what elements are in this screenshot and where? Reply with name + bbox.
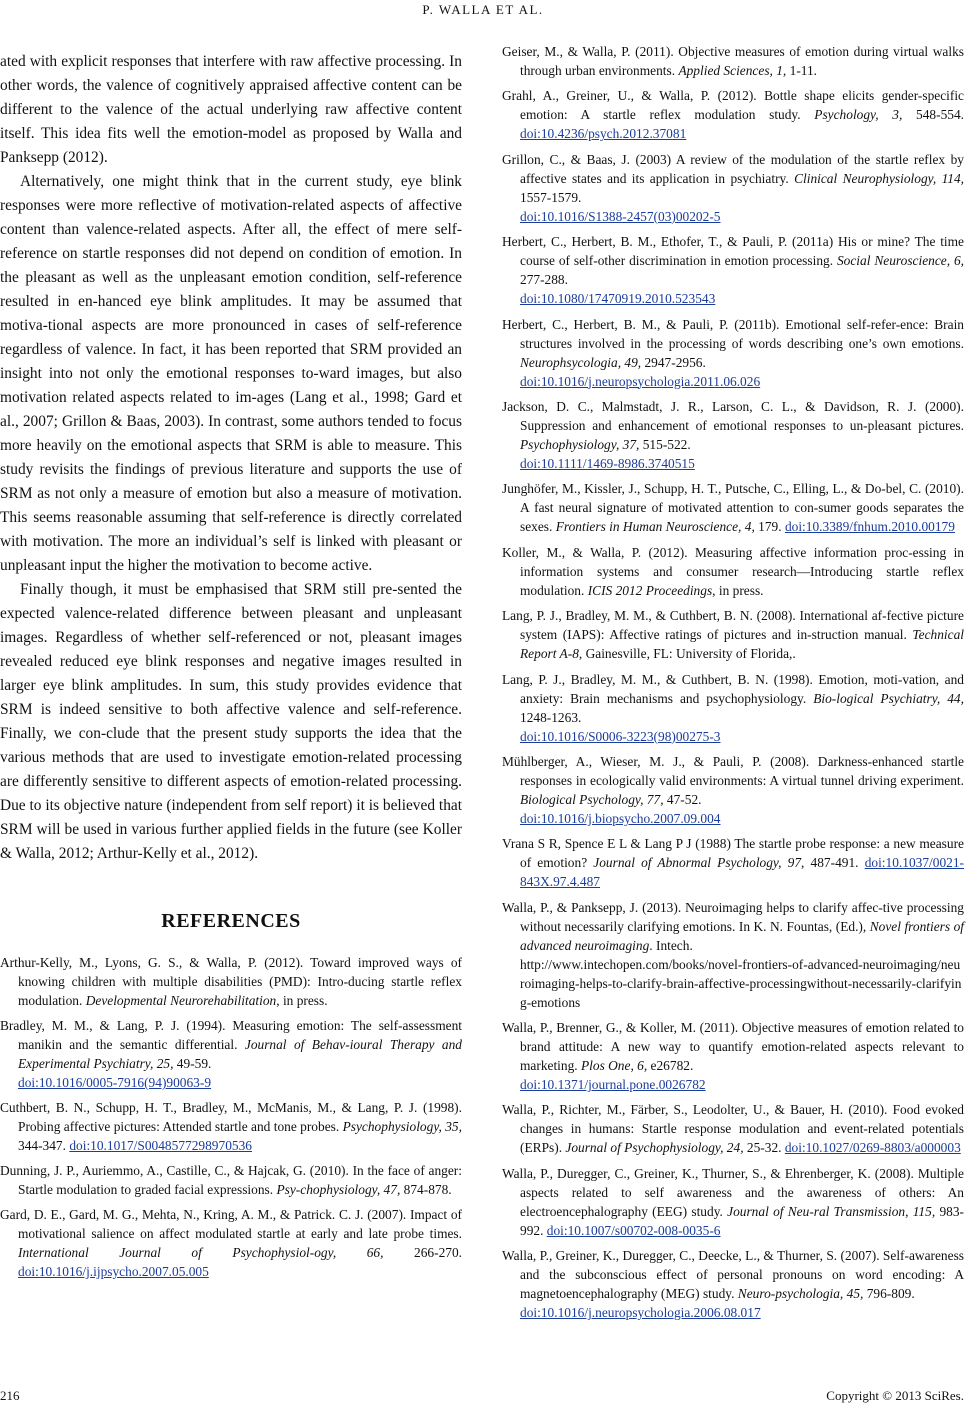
reference-entry: [502, 150, 964, 226]
reference-authors: Bradley, M. M., & Lang, P. J. (1994). Measuring emotion: The self-assessment manikin and the semantic differential.: [0, 1018, 462, 1052]
reference-authors: Lang, P. J., Bradley, M. M., & Cuthbert, B. N. (1998). Emotion, moti-vation, and anxiety: Brain mechanisms and psychophysiology.: [502, 671, 964, 706]
reference-entry: [502, 397, 964, 473]
reference-details: 515-522.: [639, 436, 691, 452]
reference-authors: Walla, P., Duregger, C., Greiner, K., Thurner, S., & Ehrenberger, K. (2008). Multiple aspects related to self awareness and the awareness of others: An electroencephalography (EEG) study.: [502, 1165, 964, 1219]
reference-source: Neuro-psychologia, 45,: [737, 1286, 864, 1302]
reference-details: e26782.: [647, 1058, 694, 1074]
reference-source: Journal of Neu-ral Transmission, 115,: [727, 1203, 936, 1219]
body-paragraph: Alternatively, one might think that in the current study, eye blink responses were more reflective of motivation-related aspects of affective content than valence-related aspects. After all, the effect of mere self-reference on startle responses did not depend on condition of emotion. In the pleasant as well as the unpleasant emotion condition, self-reference resulted in en-hanced eye blink amplitudes. It may be assumed that motiva-tional aspects are more pronounced in cases of self-reference regardless of valence. In fact, it has been reported that SRM provided an insight into not only the emotional responses to-ward images, but also motivation related aspects related to im-ages (Lang et al., 1998; Gard et al., 2007; Grillon & Baas, 2003). In contrast, some authors tended to focus more heavily on the emotional aspects that SRM is able to measure. This study revisits the findings of previous literature and supports the use of SRM as not only a measure of emotion but also a measure of motivation. This seems reasonable assuming that self-reference is directly correlated with motivation. The more an individual’s self is linked with pleasant or unpleasant input the higher the motivation to become active.: [0, 173, 462, 574]
reference-details: 49-59.: [173, 1056, 212, 1071]
reference-details: 1557-1579.: [520, 189, 582, 205]
reference-authors: Walla, P., Brenner, G., & Koller, M. (2011). Objective measures of emotion related to brand attitude: A new way to quantify emotion-related aspects relevant to marketing.: [502, 1020, 964, 1074]
reference-authors: Herbert, C., Herbert, B. M., Ethofer, T., & Pauli, P. (2011a) His or mine? The time course of self-other discrimination in emotion processing.: [502, 234, 964, 269]
reference-source: Technical Report A-8: [520, 627, 964, 662]
reference-entry: [502, 670, 964, 746]
doi-link[interactable]: doi:10.1016/j.ijpsycho.2007.05.005: [18, 1264, 209, 1279]
reference-details: 344-347.: [18, 1138, 70, 1153]
reference-details: 796-809.: [863, 1286, 915, 1302]
reference-entry: [502, 834, 964, 891]
reference-source: Applied Sciences, 1,: [678, 63, 787, 78]
reference-source: Developmental Neurorehabilitation: [85, 993, 277, 1008]
doi-link[interactable]: doi:10.3389/fnhum.2010.00179: [784, 519, 955, 535]
reference-authors: Dunning, J. P., Auriemmo, A., Castille, C., & Hajcak, G. (2010). In the face of anger: Startle modulation to graded facial expressions.: [0, 1163, 462, 1197]
reference-details: 1-11.: [786, 63, 818, 78]
doi-link[interactable]: doi:10.1017/S0048577298970536: [69, 1138, 252, 1153]
reference-source: Social Neuroscience, 6,: [836, 253, 965, 269]
reference-authors: Walla, P., Richter, M., Färber, S., Leodolter, U., & Bauer, H. (2010). Food evoked changes in humans: Startle response modulation and event-related potentials (ERPs).: [502, 1102, 964, 1156]
reference-authors: Herbert, C., Herbert, B. M., & Pauli, P. (2011b). Emotional self-refer-ence: Brain structures involved in the processing of words describing one’s own emotions.: [502, 316, 964, 351]
reference-authors: Cuthbert, B. N., Schupp, H. T., Bradley, M., McManis, M., & Lang, P. J. (1998). Probing affective pictures: Attended startle and tone probes.: [0, 1100, 462, 1134]
references-list-right: [502, 42, 964, 1322]
reference-authors: Mühlberger, A., Wieser, M. J., & Pauli, P. (2008). Darkness-enhanced startle responses in ecologically valid environments: A virtual tunnel driving experiment.: [502, 753, 964, 788]
reference-authors: Junghöfer, M., Kissler, J., Schupp, H. T., Putsche, C., Elling, L., & Do-bel, C. (2010). A fast neural signature of motivated attention to con-sumer goods separates the sexes.: [502, 481, 964, 535]
reference-details: . Intech.: [649, 937, 693, 953]
reference-source: Psy-chophysiology, 47,: [276, 1182, 401, 1197]
left-column: [0, 50, 462, 1287]
reference-details: 25-32.: [743, 1140, 785, 1156]
reference-details: 548-554.: [902, 107, 964, 123]
reference-entry: [502, 1100, 964, 1157]
reference-source: Novel frontiers of advanced neuroimaging: [520, 918, 964, 953]
reference-details: 874-878.: [400, 1182, 452, 1197]
reference-source: Frontiers in Human Neuroscience, 4,: [555, 519, 755, 535]
reference-source: Psychophysiology, 37,: [520, 436, 640, 452]
reference-entry: [502, 479, 964, 536]
reference-authors: Grahl, A., Greiner, U., & Walla, P. (2012). Bottle shape elicits gender-specific emotion: A startle reflex modulation study.: [502, 88, 964, 123]
doi-link[interactable]: doi:10.1111/1469-8986.3740515: [520, 455, 695, 471]
running-head: P. WALLA ET AL.: [422, 2, 544, 17]
reference-entry: [502, 1246, 964, 1322]
reference-entry: [502, 543, 964, 600]
references-list-left: [0, 953, 462, 1281]
body-paragraph: Finally though, it must be emphasised that SRM still pre-sented the expected valence-related difference between pleasant and unpleasant images. Regardless of whether self-referenced or not, pleasant images revealed reduced eye blink responses and negative images resulted in larger eye blink amplitudes. In sum, this study provides evidence that SRM is indeed sensitive to both affective valence and self-reference. Finally, we con-clude that the present study supports the idea that the various methods that are used to investigate emotion-related processing are differently sensitive to different aspects of emotion-related processing. Due to its objective nature (independent from self report) it is believed that SRM will be used in various further applied fields in the future (see Koller & Walla, 2012; Arthur-Kelly et al., 2012).: [0, 581, 462, 862]
reference-details: , in press.: [276, 993, 328, 1008]
reference-entry: [0, 1016, 462, 1092]
doi-link[interactable]: doi:10.1016/S0006-3223(98)00275-3: [520, 728, 721, 744]
body-paragraph: ated with explicit responses that interfere with raw affective processing. In other words, the valence of cognitively appraised affective content can be different to the valence of the actual underlying raw affective content itself. This idea fits well the emotion-model as proposed by Walla and Panksepp (2012).: [0, 53, 462, 166]
reference-entry: [502, 232, 964, 308]
doi-link[interactable]: doi:10.1371/journal.pone.0026782: [520, 1077, 706, 1093]
reference-source: Bio-logical Psychiatry, 44,: [813, 690, 964, 706]
doi-link[interactable]: doi:10.1016/j.neuropsychologia.2011.06.026: [520, 373, 761, 389]
doi-link[interactable]: doi:10.1016/S1388-2457(03)00202-5: [520, 208, 721, 224]
references-heading: REFERENCES: [161, 910, 301, 932]
doi-link[interactable]: doi:10.1016/j.neuropsychologia.2006.08.017: [520, 1305, 761, 1321]
doi-link[interactable]: doi:10.1016/j.biopsycho.2007.09.004: [520, 810, 721, 826]
reference-url[interactable]: http://www.intechopen.com/books/novel-frontiers-of-advanced-neuroimaging/neuroimaging-helps-to-clarify-brain-affective-processingwithout-necessarily-clarifying-emotions: [520, 956, 962, 1010]
reference-details: 983-992.: [520, 1203, 964, 1238]
reference-source: Neurophsycologia, 49,: [520, 354, 642, 370]
reference-source: Journal of Behav-ioural Therapy and Experimental Psychiatry, 25,: [18, 1037, 463, 1071]
reference-source: Psychophysiology, 35,: [342, 1119, 462, 1134]
reference-authors: Arthur-Kelly, M., Lyons, G. S., & Walla, P. (2012). Toward improved ways of knowing children with multiple disabilities (PMD): Intro-ducing startle reflex modulation.: [0, 955, 462, 1008]
reference-entry: [502, 606, 964, 663]
reference-details: , in press.: [712, 582, 764, 598]
reference-authors: Koller, M., & Walla, P. (2012). Measuring affective information proc-essing in information systems and consumer research—Introducing startle reflex modulation.: [502, 544, 964, 598]
reference-details: 277-288.: [520, 272, 568, 288]
reference-details: 487-491.: [804, 855, 865, 871]
reference-source: Journal of Psychophysiology, 24,: [565, 1140, 744, 1156]
reference-details: 47-52.: [663, 791, 702, 807]
doi-link[interactable]: doi:10.1037/0021-843X.97.4.487: [520, 855, 964, 890]
reference-details: 266-270.: [383, 1245, 463, 1260]
page-number: 216: [0, 1388, 20, 1403]
reference-authors: Walla, P., Greiner, K., Duregger, C., Deecke, L., & Thurner, S. (2007). Self-awareness and the subconscious effect of personal pronouns on word encoding: A magnetoencephalography (MEG) study.: [502, 1248, 964, 1302]
reference-authors: Geiser, M., & Walla, P. (2011). Objective measures of emotion during virtual walks through urban environments.: [502, 44, 964, 78]
reference-source: Biological Psychology, 77,: [520, 791, 664, 807]
reference-source: ICIS 2012 Proceedings: [587, 582, 713, 598]
reference-source: Clinical Neurophysiology, 114,: [794, 170, 965, 186]
reference-source: Journal of Abnormal Psychology, 97,: [593, 855, 805, 871]
doi-link[interactable]: doi:10.1027/0269-8803/a000003: [784, 1140, 961, 1156]
reference-details: , Gainesville, FL: University of Florida,.: [578, 646, 796, 662]
reference-entry: [0, 953, 462, 1010]
reference-entry: [502, 1018, 964, 1094]
reference-entry: [0, 1098, 462, 1155]
reference-authors: Jackson, D. C., Malmstadt, J. R., Larson, C. L., & Davidson, R. J. (2000). Suppression and enhancement of emotional responses to un-pleasant pictures.: [502, 398, 964, 433]
reference-entry: [502, 42, 964, 80]
copyright-notice: Copyright © 2013 SciRes.: [826, 1388, 964, 1403]
reference-details: 1248-1263.: [520, 709, 582, 725]
doi-link[interactable]: doi:10.1080/17470919.2010.523543: [520, 291, 716, 307]
doi-link[interactable]: doi:10.4236/psych.2012.37081: [520, 126, 687, 142]
reference-entry: [502, 315, 964, 391]
reference-source: International Journal of Psychophysiol-ogy, 66,: [18, 1245, 384, 1260]
reference-details: 2947-2956.: [641, 354, 706, 370]
reference-source: Plos One, 6,: [580, 1058, 648, 1074]
reference-entry: [502, 752, 964, 828]
reference-details: 179.: [754, 519, 785, 535]
reference-entry: [502, 86, 964, 143]
right-column: [502, 42, 964, 1329]
reference-authors: Gard, D. E., Gard, M. G., Mehta, N., Kring, A. M., & Patrick. C. J. (2007). Impact of motivational salience on affect modulated startle at early and late probe times.: [0, 1207, 462, 1241]
reference-authors: Lang, P. J., Bradley, M. M., & Cuthbert, B. N. (2008). International af-fective picture system (IAPS): Affective ratings of pictures and in-struction manual.: [502, 608, 964, 643]
doi-link[interactable]: doi:10.1007/s00702-008-0035-6: [546, 1222, 721, 1238]
reference-entry: [502, 1164, 964, 1240]
reference-entry: [502, 898, 964, 1012]
reference-authors: Walla, P., & Panksepp, J. (2013). Neuroimaging helps to clarify affec-tive processing without necessarily clarifying emotions. In K. N. Fountas, (Ed.),: [502, 899, 964, 934]
reference-entry: [0, 1205, 462, 1281]
reference-source: Psychology, 3,: [814, 107, 903, 123]
reference-entry: [0, 1161, 462, 1199]
reference-authors: Vrana S R, Spence E L & Lang P J (1988) The startle probe response: a new measure of emotion?: [502, 836, 964, 871]
doi-link[interactable]: doi:10.1016/0005-7916(94)90063-9: [18, 1075, 212, 1090]
reference-authors: Grillon, C., & Baas, J. (2003) A review of the modulation of the startle reflex by affective states and its application in psychiatry.: [502, 151, 964, 186]
